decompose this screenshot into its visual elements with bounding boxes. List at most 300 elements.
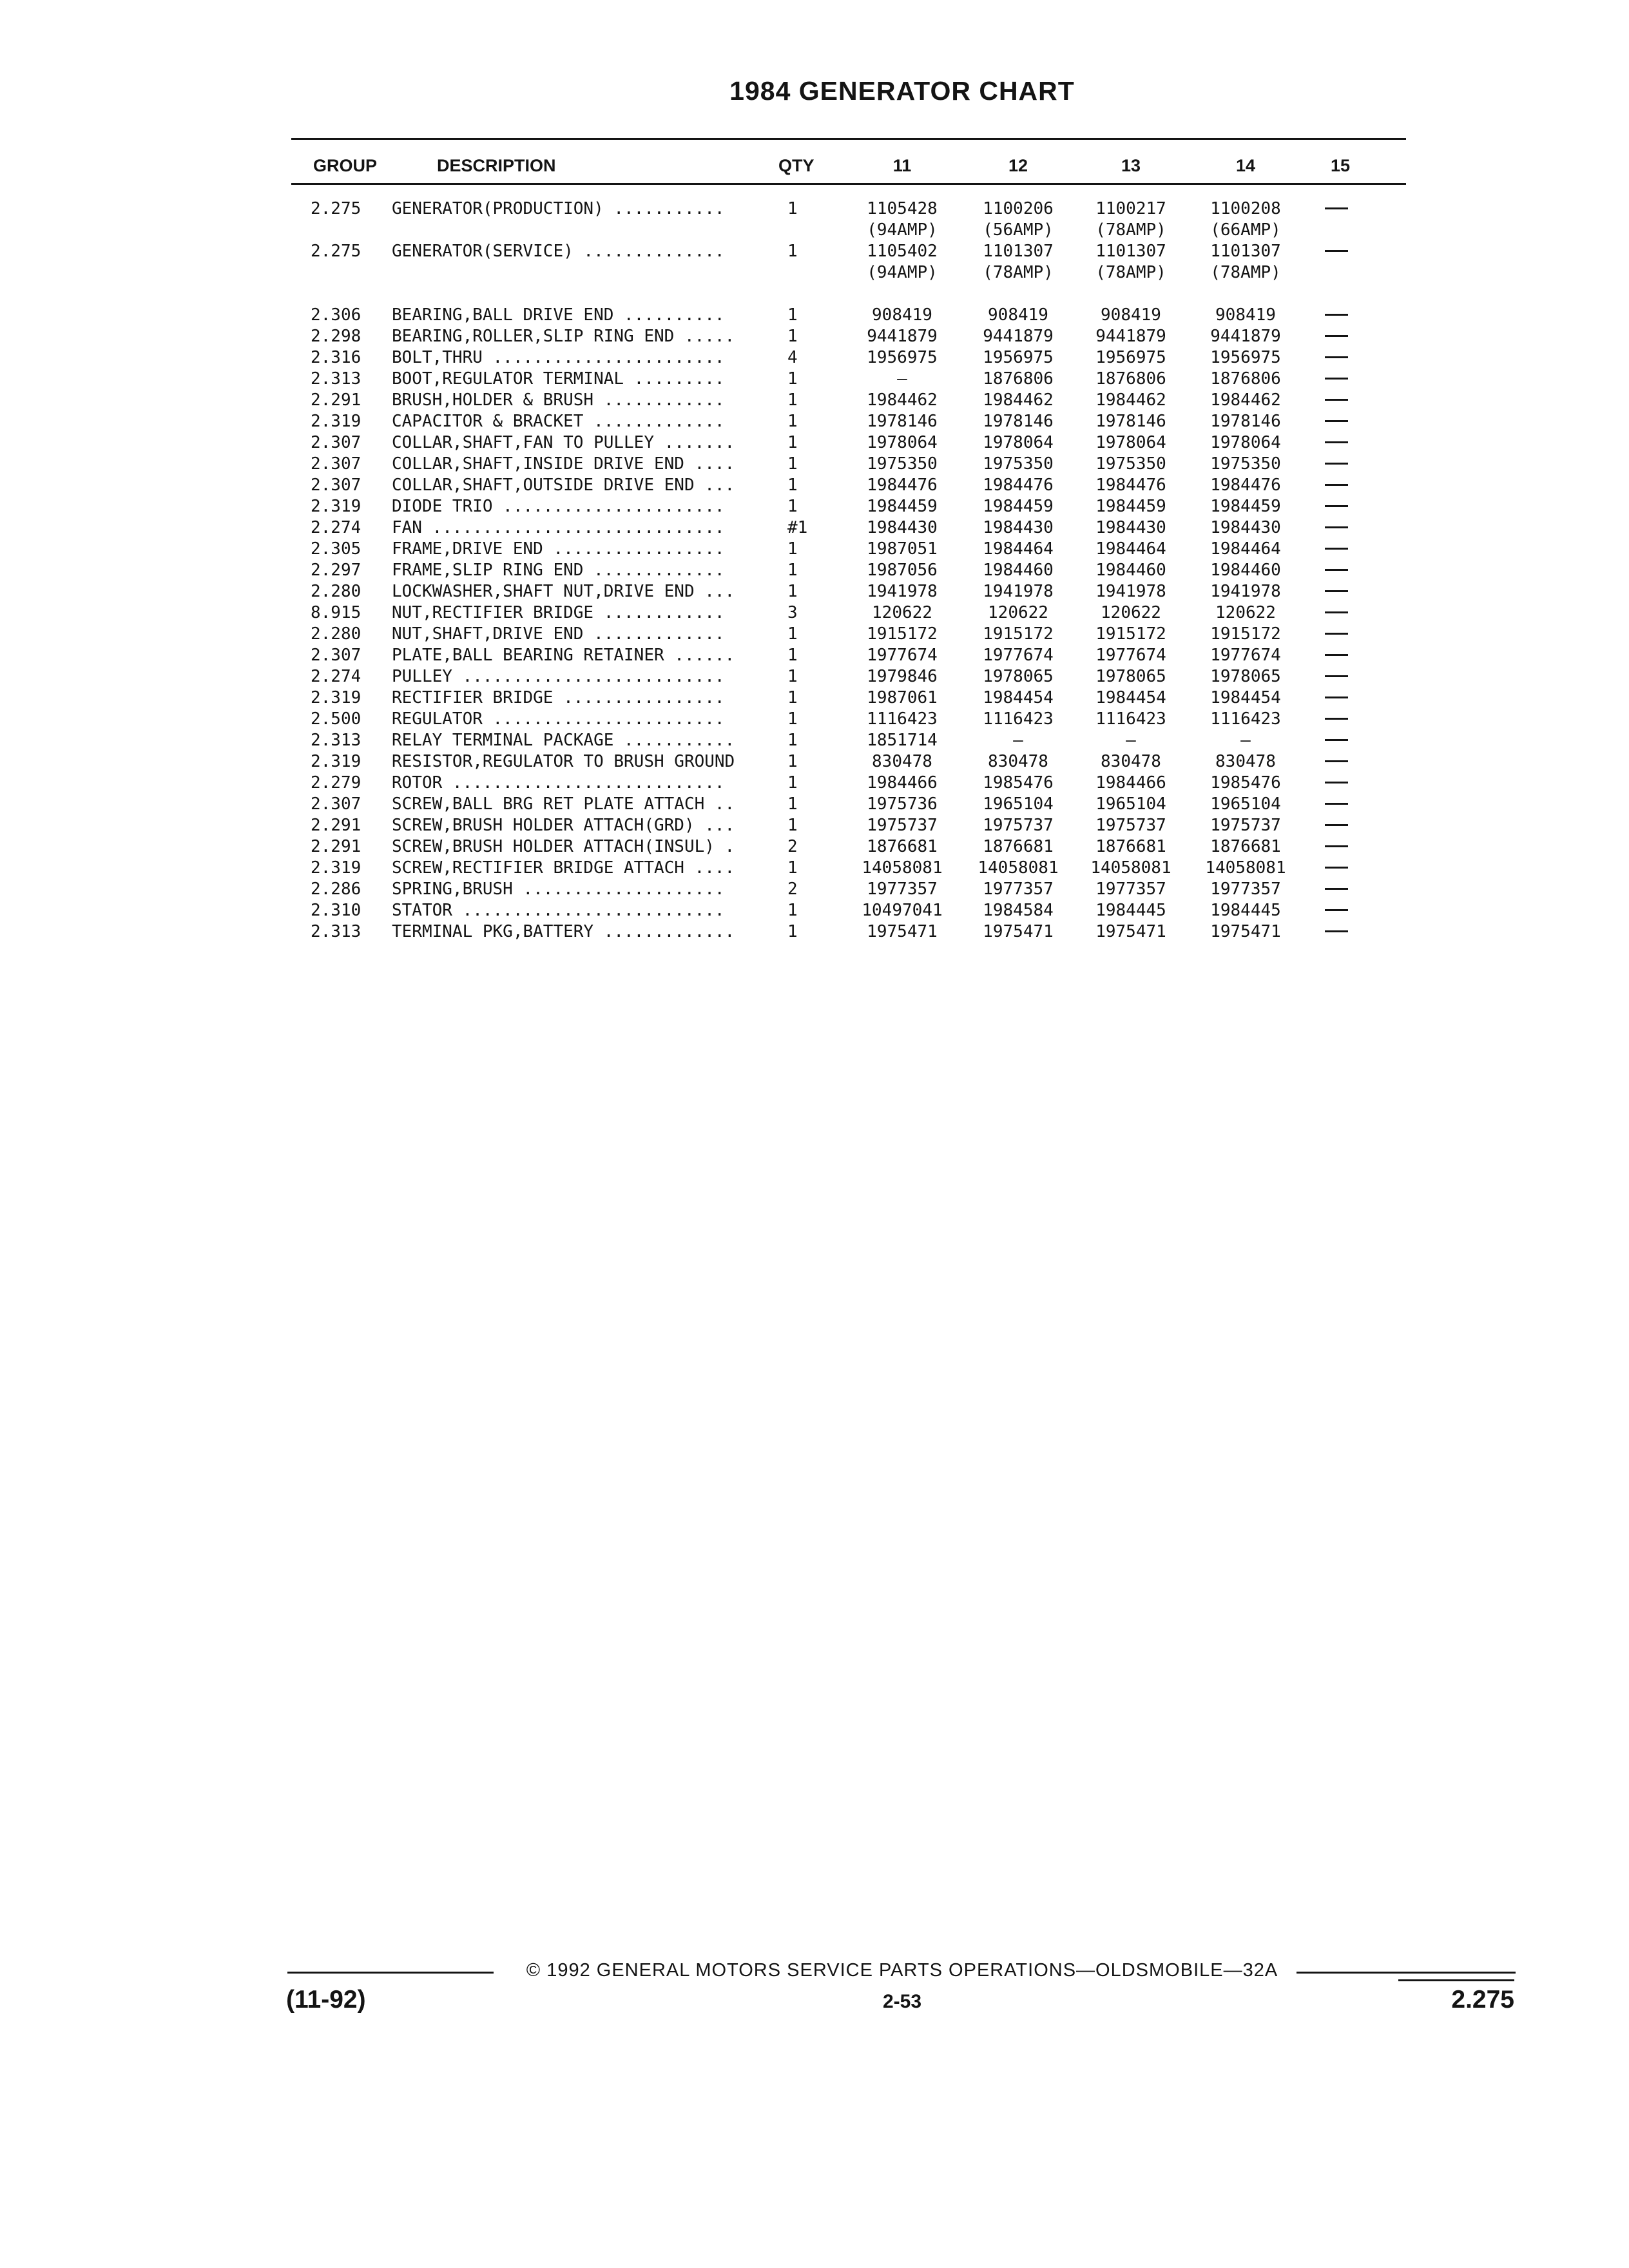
part-number-col-14: (66AMP) [1210,220,1281,240]
not-applicable-dash-col-15 [1325,867,1348,869]
part-number-col-13: 1941978 [1095,582,1166,601]
column-header-qty: QTY [778,156,815,175]
not-applicable-dash-col-15 [1325,463,1348,465]
group-cell: 2.313 [311,922,361,941]
qty-cell: 1 [787,327,798,346]
part-number-col-11: — [897,369,907,389]
part-number-col-13: 908419 [1101,305,1161,325]
not-applicable-dash-col-15 [1325,207,1348,209]
qty-cell: 4 [787,348,798,367]
not-applicable-dash-col-15 [1325,760,1348,762]
table-row [0,262,1629,284]
part-number-col-13: 1956975 [1095,348,1166,367]
part-number-col-13: 1977674 [1095,646,1166,665]
qty-cell: 1 [787,752,798,771]
group-cell: 2.307 [311,454,361,474]
part-number-col-12: 120622 [988,603,1048,622]
description-cell: LOCKWASHER,SHAFT NUT,DRIVE END ... [392,582,735,601]
table-row [0,241,1629,262]
not-applicable-dash-col-15 [1325,356,1348,358]
not-applicable-dash-col-15 [1325,697,1348,698]
part-number-col-14: 1984445 [1210,901,1281,920]
part-number-col-14: 1100208 [1210,199,1281,218]
part-number-col-12: 1876806 [983,369,1054,389]
header-top-rule [291,138,1406,140]
group-cell: 2.319 [311,688,361,707]
group-cell: 2.291 [311,837,361,856]
part-number-col-12: 1116423 [983,709,1054,729]
table-row [0,815,1629,836]
description-cell: REGULATOR ....................... [392,709,725,729]
part-number-col-11: 1105428 [867,199,938,218]
not-applicable-dash-col-15 [1325,441,1348,443]
part-number-col-13: 1978065 [1095,667,1166,686]
parts-table [0,198,1629,943]
description-cell: BOLT,THRU ....................... [392,348,725,367]
not-applicable-dash-col-15 [1325,378,1348,380]
part-number-col-14: 1975350 [1210,454,1281,474]
part-number-col-12: 1984584 [983,901,1054,920]
part-number-col-11: 1984459 [867,497,938,516]
part-number-col-13: (78AMP) [1095,263,1166,282]
part-number-col-12: 1978065 [983,667,1054,686]
table-row [0,836,1629,858]
part-number-col-13: 830478 [1101,752,1161,771]
part-number-col-13: 1984476 [1095,476,1166,495]
part-number-col-12: 1975471 [983,922,1054,941]
group-cell: 2.306 [311,305,361,325]
not-applicable-dash-col-15 [1325,590,1348,592]
qty-cell: 1 [787,539,798,559]
group-cell: 2.310 [311,901,361,920]
part-number-col-11: 1979846 [867,667,938,686]
column-header-group: GROUP [313,156,378,175]
group-cell: 2.319 [311,752,361,771]
not-applicable-dash-col-15 [1325,633,1348,635]
not-applicable-dash-col-15 [1325,803,1348,805]
group-cell: 2.319 [311,858,361,878]
part-number-col-13: 1876806 [1095,369,1166,389]
part-number-col-12: (78AMP) [983,263,1054,282]
qty-cell: 1 [787,497,798,516]
not-applicable-dash-col-15 [1325,845,1348,847]
table-row [0,687,1629,709]
part-number-col-13: 1984445 [1095,901,1166,920]
qty-cell: 1 [787,454,798,474]
description-cell: TERMINAL PKG,BATTERY ............. [392,922,735,941]
not-applicable-dash-col-15 [1325,484,1348,486]
description-cell: CAPACITOR & BRACKET ............. [392,412,725,431]
description-cell: RECTIFIER BRIDGE ................ [392,688,725,707]
part-number-col-13: 1101307 [1095,242,1166,261]
part-number-col-11: 1978064 [867,433,938,452]
part-number-col-14: 1977357 [1210,879,1281,899]
part-number-col-14: 1876681 [1210,837,1281,856]
part-number-col-11: 1984476 [867,476,938,495]
table-row [0,326,1629,347]
description-cell: GENERATOR(PRODUCTION) ........... [392,199,725,218]
qty-cell: #1 [787,518,808,537]
table-row [0,198,1629,220]
table-row [0,624,1629,645]
description-cell: FRAME,DRIVE END ................. [392,539,725,559]
group-cell: 2.280 [311,582,361,601]
part-number-col-14: 120622 [1215,603,1276,622]
description-cell: SCREW,BRUSH HOLDER ATTACH(GRD) ... [392,816,735,835]
part-number-col-14: 1956975 [1210,348,1281,367]
description-cell: COLLAR,SHAFT,FAN TO PULLEY ....... [392,433,735,452]
part-number-col-13: 9441879 [1095,327,1166,346]
part-number-col-14: 1116423 [1210,709,1281,729]
qty-cell: 2 [787,879,798,899]
column-header-description: DESCRIPTION [437,156,556,175]
table-row [0,858,1629,879]
part-number-col-12: 1876681 [983,837,1054,856]
part-number-col-14: 1985476 [1210,773,1281,793]
part-number-col-12: 1984459 [983,497,1054,516]
part-number-col-13: 1984430 [1095,518,1166,537]
part-number-col-11: (94AMP) [867,220,938,240]
qty-cell: 1 [787,773,798,793]
part-number-col-11: 1975736 [867,794,938,814]
table-row [0,390,1629,411]
column-header-15: 15 [1330,156,1351,175]
not-applicable-dash-col-15 [1325,718,1348,720]
part-number-col-12: 1978146 [983,412,1054,431]
qty-cell: 1 [787,582,798,601]
part-number-col-14: 1978064 [1210,433,1281,452]
table-row [0,220,1629,241]
part-number-col-13: 14058081 [1090,858,1171,878]
table-row [0,581,1629,602]
not-applicable-dash-col-15 [1325,314,1348,316]
part-number-col-12: 1984430 [983,518,1054,537]
part-number-col-12: 908419 [988,305,1048,325]
table-row [0,347,1629,369]
part-number-col-11: 1987061 [867,688,938,707]
qty-cell: 1 [787,305,798,325]
part-number-col-14: 1975737 [1210,816,1281,835]
description-cell: DIODE TRIO ...................... [392,497,725,516]
part-number-col-14: 1984459 [1210,497,1281,516]
part-number-col-11: 120622 [872,603,932,622]
table-row [0,560,1629,581]
part-number-col-12: 9441879 [983,327,1054,346]
not-applicable-dash-col-15 [1325,654,1348,656]
group-cell: 8.915 [311,603,361,622]
group-cell: 2.313 [311,369,361,389]
group-cell: 2.319 [311,497,361,516]
description-cell: SCREW,BRUSH HOLDER ATTACH(INSUL) . [392,837,735,856]
part-number-col-14: — [1240,731,1251,750]
part-number-col-12: 1984476 [983,476,1054,495]
table-row [0,730,1629,751]
description-cell: BEARING,BALL DRIVE END .......... [392,305,725,325]
part-number-col-12: 1978064 [983,433,1054,452]
part-number-col-12: 1941978 [983,582,1054,601]
not-applicable-dash-col-15 [1325,548,1348,550]
group-cell: 2.274 [311,667,361,686]
part-number-col-14: 1984430 [1210,518,1281,537]
part-number-col-11: 1975737 [867,816,938,835]
part-number-col-13: 1984459 [1095,497,1166,516]
qty-cell: 1 [787,858,798,878]
group-cell: 2.307 [311,433,361,452]
group-cell: 2.286 [311,879,361,899]
part-number-col-14: 1975471 [1210,922,1281,941]
group-cell: 2.298 [311,327,361,346]
part-number-col-12: 1977674 [983,646,1054,665]
not-applicable-dash-col-15 [1325,675,1348,677]
footer-section-number: 2.275 [1451,1986,1514,2013]
part-number-col-11: 1975350 [867,454,938,474]
part-number-col-14: 1915172 [1210,624,1281,644]
group-cell: 2.279 [311,773,361,793]
part-number-col-13: (78AMP) [1095,220,1166,240]
qty-cell: 1 [787,369,798,389]
part-number-col-12: (56AMP) [983,220,1054,240]
part-number-col-11: 1915172 [867,624,938,644]
qty-cell: 1 [787,901,798,920]
part-number-col-14: 908419 [1215,305,1276,325]
part-number-col-14: 9441879 [1210,327,1281,346]
part-number-col-11: 1851714 [867,731,938,750]
table-row [0,921,1629,943]
part-number-col-13: 1876681 [1095,837,1166,856]
group-cell: 2.500 [311,709,361,729]
group-cell: 2.291 [311,816,361,835]
part-number-col-13: 1984454 [1095,688,1166,707]
part-number-col-11: 1977674 [867,646,938,665]
not-applicable-dash-col-15 [1325,930,1348,932]
part-number-col-12: 1984454 [983,688,1054,707]
part-number-col-13: 1975471 [1095,922,1166,941]
not-applicable-dash-col-15 [1325,335,1348,337]
group-cell: 2.316 [311,348,361,367]
part-number-col-13: 120622 [1101,603,1161,622]
description-cell: FRAME,SLIP RING END ............. [392,561,725,580]
group-cell: 2.307 [311,476,361,495]
qty-cell: 1 [787,476,798,495]
table-row [0,432,1629,454]
part-number-col-12: 1956975 [983,348,1054,367]
part-number-col-14: 1984454 [1210,688,1281,707]
qty-cell: 1 [787,688,798,707]
qty-cell: 1 [787,794,798,814]
footer-date-code: (11-92) [286,1986,366,2013]
table-row [0,900,1629,921]
part-number-col-11: 1984430 [867,518,938,537]
table-row [0,517,1629,539]
part-number-col-14: 1984464 [1210,539,1281,559]
part-number-col-11: 1977357 [867,879,938,899]
part-number-col-11: 830478 [872,752,932,771]
part-number-col-11: 1987056 [867,561,938,580]
part-number-col-12: 1915172 [983,624,1054,644]
group-cell: 2.305 [311,539,361,559]
part-number-col-13: 1977357 [1095,879,1166,899]
not-applicable-dash-col-15 [1325,909,1348,911]
description-cell: BRUSH,HOLDER & BRUSH ............ [392,390,725,410]
description-cell: SPRING,BRUSH .................... [392,879,725,899]
not-applicable-dash-col-15 [1325,399,1348,401]
footer-page-number: 2-53 [882,1991,922,2012]
table-row [0,305,1629,326]
qty-cell: 3 [787,603,798,622]
part-number-col-12: 1101307 [983,242,1054,261]
table-row [0,475,1629,496]
part-number-col-14: 14058081 [1205,858,1286,878]
part-number-col-13: 1984466 [1095,773,1166,793]
description-cell: COLLAR,SHAFT,INSIDE DRIVE END .... [392,454,735,474]
not-applicable-dash-col-15 [1325,782,1348,783]
description-cell: RELAY TERMINAL PACKAGE ........... [392,731,735,750]
part-number-col-13: 1978064 [1095,433,1166,452]
part-number-col-14: 1984476 [1210,476,1281,495]
description-cell: GENERATOR(SERVICE) .............. [392,242,725,261]
qty-cell: 1 [787,242,798,261]
part-number-col-11: 1956975 [867,348,938,367]
part-number-col-13: 1100217 [1095,199,1166,218]
part-number-col-13: 1116423 [1095,709,1166,729]
part-number-col-11: (94AMP) [867,263,938,282]
part-number-col-11: 1105402 [867,242,938,261]
part-number-col-11: 1116423 [867,709,938,729]
group-cell: 2.275 [311,242,361,261]
part-number-col-14: 1101307 [1210,242,1281,261]
part-number-col-12: 1975737 [983,816,1054,835]
part-number-col-13: 1984460 [1095,561,1166,580]
part-number-col-14: 1876806 [1210,369,1281,389]
qty-cell: 1 [787,412,798,431]
part-number-col-12: — [1013,731,1023,750]
part-number-col-12: 1965104 [983,794,1054,814]
table-row [0,773,1629,794]
column-header-11: 11 [892,156,912,175]
qty-cell: 1 [787,731,798,750]
part-number-col-14: (78AMP) [1210,263,1281,282]
part-number-col-11: 1978146 [867,412,938,431]
group-cell: 2.297 [311,561,361,580]
qty-cell: 1 [787,199,798,218]
footer-copyright: © 1992 GENERAL MOTORS SERVICE PARTS OPERATIONS—OLDSMOBILE—32A [526,1960,1278,1981]
part-number-col-11: 1975471 [867,922,938,941]
part-number-col-11: 10497041 [862,901,943,920]
not-applicable-dash-col-15 [1325,888,1348,890]
header-bottom-rule [291,183,1406,185]
not-applicable-dash-col-15 [1325,824,1348,826]
group-cell: 2.291 [311,390,361,410]
part-number-col-11: 1941978 [867,582,938,601]
table-row [0,369,1629,390]
part-number-col-11: 1987051 [867,539,938,559]
not-applicable-dash-col-15 [1325,250,1348,252]
part-number-col-14: 1984462 [1210,390,1281,410]
group-cell: 2.275 [311,199,361,218]
table-row [0,879,1629,900]
part-number-col-13: 1915172 [1095,624,1166,644]
table-row [0,709,1629,730]
not-applicable-dash-col-15 [1325,569,1348,571]
part-number-col-11: 9441879 [867,327,938,346]
group-cell: 2.313 [311,731,361,750]
part-number-col-14: 1984460 [1210,561,1281,580]
table-row [0,454,1629,475]
description-cell: SCREW,RECTIFIER BRIDGE ATTACH .... [392,858,735,878]
table-row [0,539,1629,560]
qty-cell: 2 [787,837,798,856]
table-row [0,751,1629,773]
column-header-14: 14 [1235,156,1256,175]
group-cell: 2.307 [311,646,361,665]
page-title: 1984 GENERATOR CHART [729,76,1075,106]
description-cell: BOOT,REGULATOR TERMINAL ......... [392,369,725,389]
description-cell: COLLAR,SHAFT,OUTSIDE DRIVE END ... [392,476,735,495]
part-number-col-12: 1984462 [983,390,1054,410]
qty-cell: 1 [787,561,798,580]
group-cell: 2.319 [311,412,361,431]
part-number-col-11: 1876681 [867,837,938,856]
part-number-col-12: 1100206 [983,199,1054,218]
part-number-col-14: 1978146 [1210,412,1281,431]
not-applicable-dash-col-15 [1325,526,1348,528]
part-number-col-13: 1984462 [1095,390,1166,410]
group-cell: 2.307 [311,794,361,814]
description-cell: RESISTOR,REGULATOR TO BRUSH GROUND [392,752,735,771]
description-cell: STATOR .......................... [392,901,725,920]
part-number-col-12: 1984464 [983,539,1054,559]
table-row [0,496,1629,517]
qty-cell: 1 [787,922,798,941]
part-number-col-11: 908419 [872,305,932,325]
part-number-col-12: 1984460 [983,561,1054,580]
table-row [0,411,1629,432]
part-number-col-11: 1984462 [867,390,938,410]
part-number-col-14: 1965104 [1210,794,1281,814]
table-row [0,794,1629,815]
description-cell: SCREW,BALL BRG RET PLATE ATTACH .. [392,794,735,814]
part-number-col-12: 1975350 [983,454,1054,474]
qty-cell: 1 [787,816,798,835]
part-number-col-13: 1984464 [1095,539,1166,559]
part-number-col-13: 1965104 [1095,794,1166,814]
group-cell: 2.274 [311,518,361,537]
table-row [0,602,1629,624]
description-cell: PLATE,BALL BEARING RETAINER ...... [392,646,735,665]
part-number-col-11: 1984466 [867,773,938,793]
not-applicable-dash-col-15 [1325,505,1348,507]
description-cell: ROTOR ........................... [392,773,725,793]
part-number-col-14: 1978065 [1210,667,1281,686]
qty-cell: 1 [787,624,798,644]
column-header-13: 13 [1121,156,1141,175]
qty-cell: 1 [787,390,798,410]
part-number-col-13: — [1126,731,1136,750]
part-number-col-14: 1941978 [1210,582,1281,601]
part-number-col-12: 1985476 [983,773,1054,793]
description-cell: NUT,SHAFT,DRIVE END ............. [392,624,725,644]
table-spacer [0,284,1629,305]
qty-cell: 1 [787,433,798,452]
description-cell: NUT,RECTIFIER BRIDGE ............ [392,603,725,622]
not-applicable-dash-col-15 [1325,420,1348,422]
description-cell: FAN ............................. [392,518,725,537]
part-number-col-12: 14058081 [978,858,1059,878]
column-header-12: 12 [1008,156,1028,175]
part-number-col-13: 1975737 [1095,816,1166,835]
part-number-col-11: 14058081 [862,858,943,878]
group-cell: 2.280 [311,624,361,644]
